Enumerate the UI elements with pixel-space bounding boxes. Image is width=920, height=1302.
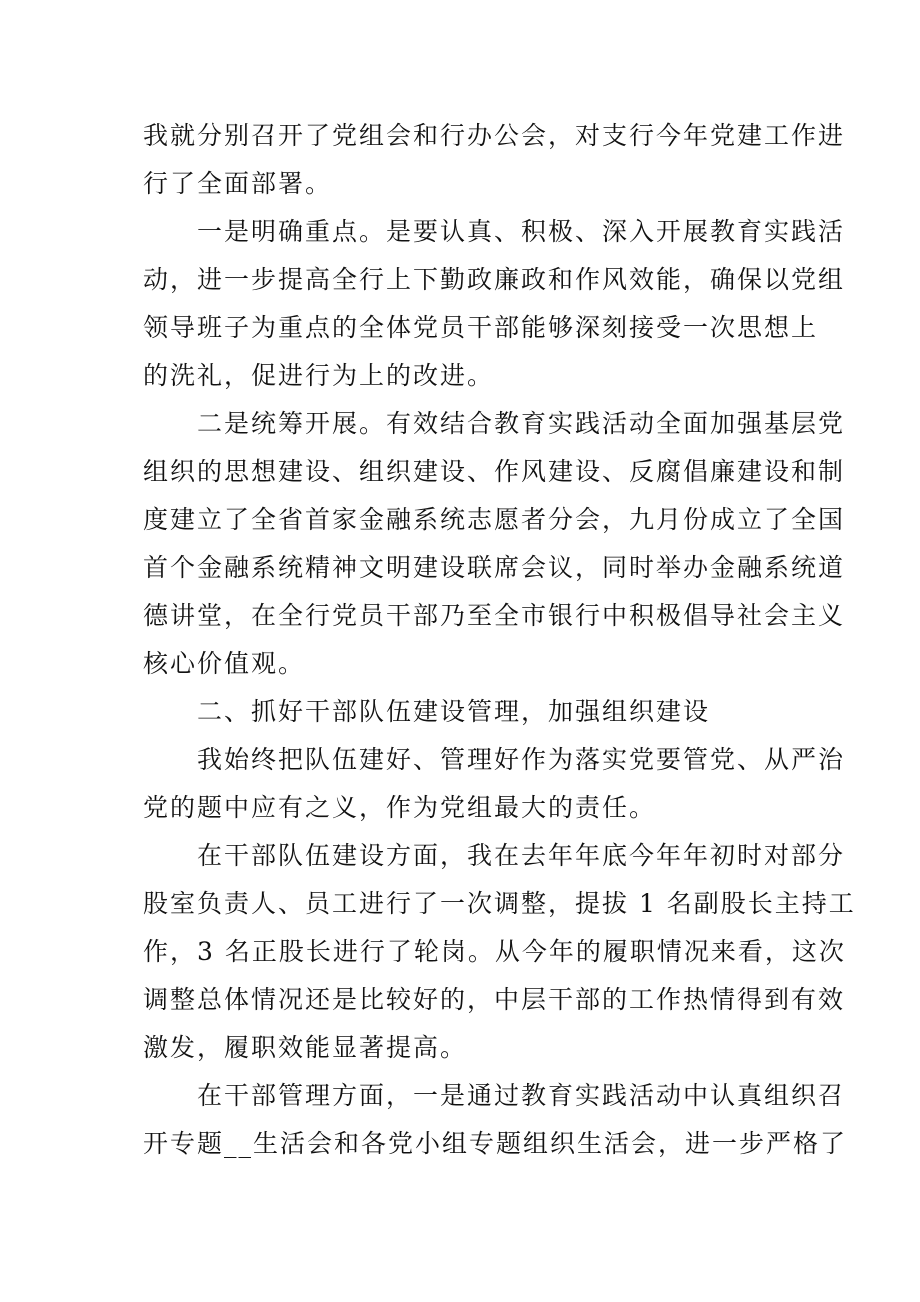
paragraph-1: [143, 112, 846, 208]
paragraph-line: 股室负责人、员工进行了一次调整，提拔 1 名副股长主持工: [143, 889, 856, 918]
paragraph-line: 二是统筹开展。有效结合教育实践活动全面加强基层党: [197, 409, 846, 438]
section-heading-text: 二、抓好干部队伍建设管理，加强组织建设: [197, 697, 711, 726]
paragraph-line: 首个金融系统精神文明建设联席会议，同时举办金融系统道: [143, 553, 846, 582]
paragraph-line: 领导班子为重点的全体党员干部能够深刻接受一次思想上: [143, 313, 819, 342]
paragraph-3: [143, 400, 846, 688]
paragraph-line: 一是明确重点。是要认真、积极、深入开展教育实践活: [197, 217, 846, 246]
document-body: [143, 112, 856, 1168]
paragraph-line: 行了全面部署。: [143, 169, 333, 198]
paragraph-4: [143, 736, 846, 832]
paragraph-2: [143, 208, 846, 400]
paragraph-line: 的洗礼，促进行为上的改进。: [143, 361, 495, 390]
paragraph-line: 在干部队伍建设方面，我在去年年底今年年初时对部分: [197, 841, 846, 870]
paragraph-line: 德讲堂，在全行党员干部乃至全市银行中积极倡导社会主义: [143, 601, 846, 630]
paragraph-line: 核心价值观。: [143, 649, 306, 678]
paragraph-line: 开专题__生活会和各党小组专题组织生活会，进一步严格了: [143, 1129, 848, 1158]
paragraph-line: 激发，履职效能显著提高。: [143, 1033, 468, 1062]
paragraph-6: [143, 1072, 848, 1168]
paragraph-line: 度建立了全省首家金融系统志愿者分会，九月份成立了全国: [143, 505, 846, 534]
paragraph-line: 动，进一步提高全行上下勤政廉政和作风效能，确保以党组: [143, 265, 846, 294]
section-heading: [143, 688, 783, 736]
paragraph-line: 在干部管理方面，一是通过教育实践活动中认真组织召: [197, 1081, 846, 1110]
paragraph-line: 调整总体情况还是比较好的，中层干部的工作热情得到有效: [143, 985, 846, 1014]
paragraph-line: 作，3 名正股长进行了轮岗。从今年的履职情况来看，这次: [143, 937, 846, 966]
paragraph-line: 我就分别召开了党组会和行办公会，对支行今年党建工作进: [143, 121, 846, 150]
paragraph-line: 党的题中应有之义，作为党组最大的责任。: [143, 793, 657, 822]
paragraph-5: [143, 832, 856, 1072]
paragraph-line: 我始终把队伍建好、管理好作为落实党要管党、从严治: [197, 745, 846, 774]
paragraph-line: 组织的思想建设、组织建设、作风建设、反腐倡廉建设和制: [143, 457, 846, 486]
